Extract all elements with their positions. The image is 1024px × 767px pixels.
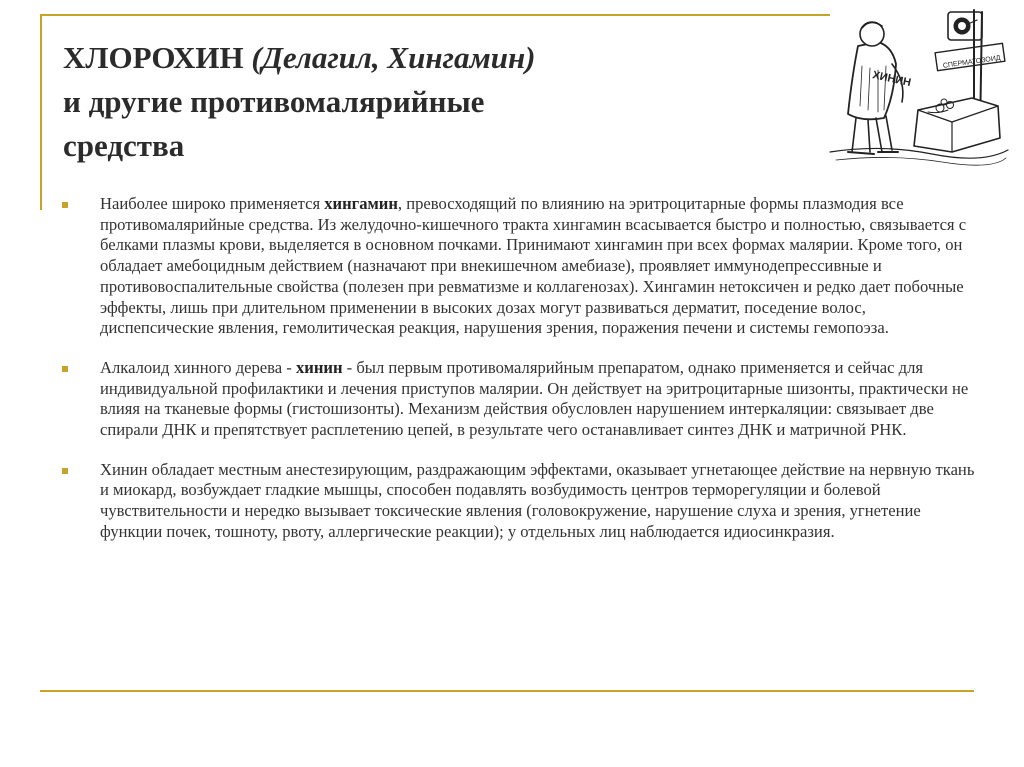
slide-title	[63, 36, 783, 168]
square-bullet-icon	[62, 202, 68, 208]
title-line-3: средства	[63, 128, 185, 163]
cartoon-jacket-label: ХИНИН	[871, 69, 913, 90]
title-synonyms: (Делагил, Хингамин)	[251, 40, 536, 75]
square-bullet-icon	[62, 366, 68, 372]
title-main: ХЛОРОХИН	[63, 40, 244, 75]
square-bullet-icon	[62, 468, 68, 474]
list-item: Хинин обладает местным анестезирующим, раздражающим эффектами, оказывает угнетающее действие на нервную ткань и миокард, возбуждает гладкие мышцы, способен подавлять возбудимость центров терморегуляции и болевой чувствительности и нередко вызывает токсические явления (головокружение, нарушение слуха и зрения, угнетение функции почек, тошноту, рвоту, аллергические реакции); у отдельных лиц наблюдается идиосинкразия.	[62, 460, 982, 543]
title-frame-top-line	[40, 14, 830, 16]
content-list	[62, 194, 982, 543]
title-frame-left-line	[40, 14, 42, 210]
cartoon-illustration	[822, 6, 1010, 174]
bottom-rule	[40, 690, 974, 692]
cartoon-sign-label: СПЕРМАТОЗОИД	[942, 54, 1002, 70]
title-line-2: и другие противомалярийные	[63, 84, 485, 119]
list-item: Алкалоид хинного дерева - хинин - был первым противомалярийным препаратом, однако применяется и сейчас для индивидуальной профилактики и лечения приступов малярии. Он действует на эритроцитарные шизонты, практически не влияя на тканевые формы (гистошизонты). Механизм действия обусловлен нарушением интеркаляции: связывает две спирали ДНК и препятствует расплетению цепей, в результате чего останавливает синтез ДНК и матричной РНК.	[62, 358, 982, 441]
list-item: Наиболее широко применяется хингамин, превосходящий по влиянию на эритроцитарные формы плазмодия все противомалярийные средства. Из желудочно-кишечного тракта хингамин всасывается быстро и полностью, связывается с белками плазмы крови, выделяется в основном почками. Принимают хингамин при всех формах малярии. Кроме того, он обладает амебоцидным действием (назначают при внекишечном амебиазе), проявляет иммунодепрессивные и противовоспалительные свойства (полезен при ревматизме и коллагенозах). Хингамин нетоксичен и редко дает побочные эффекты, лишь при длительном применении в высоких дозах могут развиваться дерматит, поседение волос, диспепсические явления, гемолитическая реакция, нарушения зрения, поражения печени и системы гемопоэза.	[62, 194, 982, 339]
